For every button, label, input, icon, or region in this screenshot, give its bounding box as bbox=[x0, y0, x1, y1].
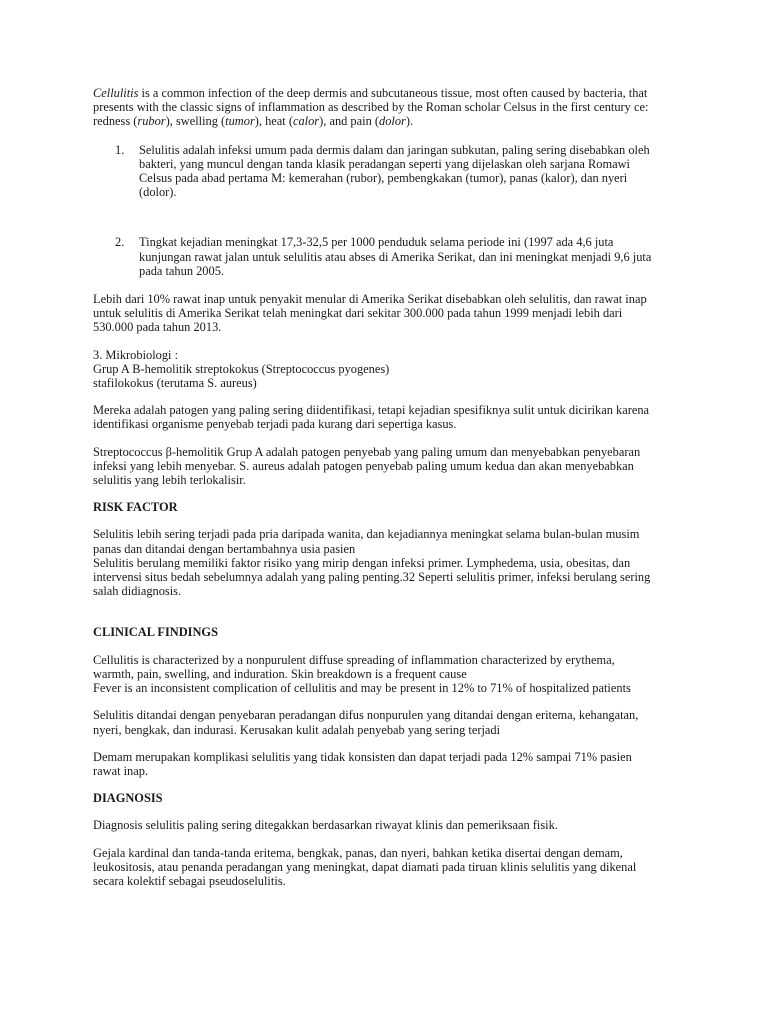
paragraph-line: Gejala kardinal dan tanda-tanda eritema, bengkak, panas, dan nyeri, bahkan ketika disertai dengan demam, bbox=[93, 845, 623, 860]
intro-term: Cellulitis bbox=[93, 86, 139, 100]
list-number: 2. bbox=[115, 235, 125, 250]
paragraph-line: rawat inap. bbox=[93, 763, 149, 778]
paragraph-line: Streptococcus β-hemolitik Grup A adalah patogen penyebab yang paling umum dan menyebabkan penyebaran bbox=[93, 444, 641, 459]
intro-dolor: dolor bbox=[379, 114, 406, 129]
diagnosis-paragraph-1 bbox=[93, 818, 683, 832]
risk-factor-heading: RISK FACTOR bbox=[93, 500, 178, 515]
list-line: Selulitis adalah infeksi umum pada dermis dalam dan jaringan subkutan, paling sering disebabkan oleh bbox=[139, 142, 650, 157]
list-line: (dolor). bbox=[139, 185, 177, 200]
diagnosis-paragraph-2 bbox=[93, 846, 683, 889]
intro-tumor: tumor bbox=[225, 114, 255, 129]
intro-seg-d: ), and pain ( bbox=[319, 114, 379, 129]
list-line: bakteri, yang muncul dengan tanda klasik peradangan seperti yang dijelaskan oleh sarjana Romawi bbox=[139, 156, 630, 171]
intro-seg-c: ), heat ( bbox=[254, 114, 293, 129]
paragraph-line: selulitis yang lebih terlokalisir. bbox=[93, 473, 246, 488]
clinical-english-paragraph bbox=[93, 653, 683, 696]
paragraph-line: warmth, pain, swelling, and induration. Skin breakdown is a frequent cause bbox=[93, 666, 467, 681]
paragraph-line: Grup A B-hemolitik streptokokus (Streptococcus pyogenes) bbox=[93, 361, 390, 376]
paragraph-line: secara kolektif sebagai pseudoselulitis. bbox=[93, 873, 286, 888]
paragraph-line: untuk selulitis di Amerika Serikat telah meningkat dari sekitar 300.000 pada tahun 1999 menjadi lebih dari bbox=[93, 306, 623, 321]
paragraph-line: Mereka adalah patogen yang paling sering diidentifikasi, tetapi kejadian spesifiknya sulit untuk dicirikan karena bbox=[93, 403, 650, 418]
paragraph-line: Selulitis lebih sering terjadi pada pria daripada wanita, dan kejadiannya meningkat selama bulan-bulan musim bbox=[93, 527, 640, 542]
paragraph-line: salah didiagnosis. bbox=[93, 584, 182, 599]
paragraph-line: 3. Mikrobiologi : bbox=[93, 347, 179, 362]
intro-seg-a: redness ( bbox=[93, 114, 138, 129]
list-item bbox=[93, 143, 683, 200]
numbered-list bbox=[93, 143, 683, 278]
paragraph-line: Lebih dari 10% rawat inap untuk penyakit menular di Amerika Serikat disebabkan oleh selulitis, dan rawat inap bbox=[93, 292, 647, 307]
intro-text-1: is a common infection of the deep dermis and subcutaneous tissue, most often caused by bacteria, that bbox=[138, 86, 648, 100]
intro-calor: calor bbox=[292, 114, 320, 129]
list-line: Tingkat kejadian meningkat 17,3-32,5 per 1000 penduduk selama periode ini (1997 ada 4,6 juta bbox=[139, 235, 614, 250]
intro-seg-b: ), swelling ( bbox=[165, 114, 226, 129]
fever-paragraph bbox=[93, 750, 683, 778]
paragraph-line: leukositosis, atau penanda peradangan yang meningkat, dapat diamati pada tiruan klinis selulitis yang dikenal bbox=[93, 859, 637, 874]
intro-line-2: presents with the classic signs of inflammation as described by the Roman scholar Celsus in the first century ce: bbox=[93, 100, 649, 115]
paragraph-line: identifikasi organisme penyebab terjadi pada kurang dari sepertiga kasus. bbox=[93, 417, 457, 432]
intro-rubor: rubor bbox=[137, 114, 166, 129]
intro-line-3 bbox=[93, 114, 683, 128]
paragraph-line: Selulitis ditandai dengan penyebaran peradangan difus nonpurulen yang ditandai dengan eritema, kehangatan, bbox=[93, 708, 639, 723]
hospitalization-paragraph bbox=[93, 292, 683, 335]
intro-seg-e: ). bbox=[405, 114, 414, 129]
list-line: Celsus pada abad pertama M: kemerahan (rubor), pembengkakan (tumor), panas (kalor), dan nyeri bbox=[139, 171, 628, 186]
clinical-findings-heading: CLINICAL FINDINGS bbox=[93, 625, 218, 640]
paragraph-line: Diagnosis selulitis paling sering ditegakkan berdasarkan riwayat klinis dan pemeriksaan fisik. bbox=[93, 818, 558, 833]
paragraph-line: 530.000 pada tahun 2013. bbox=[93, 320, 222, 335]
list-number: 1. bbox=[115, 142, 125, 157]
paragraph-line: Selulitis berulang memiliki faktor risiko yang mirip dengan infeksi primer. Lymphedema, usia, obesitas, dan bbox=[93, 555, 631, 570]
clinical-indonesian-paragraph bbox=[93, 708, 683, 736]
document-page bbox=[93, 86, 683, 901]
paragraph-line: stafilokokus (terutama S. aureus) bbox=[93, 376, 257, 391]
list-line: kunjungan rawat jalan untuk selulitis atau abses di Amerika Serikat, dan ini meningkat menjadi 9,6 juta bbox=[139, 249, 652, 264]
pathogens-paragraph bbox=[93, 403, 683, 431]
paragraph-line: nyeri, bengkak, dan indurasi. Kerusakan kulit adalah penyebab yang sering terjadi bbox=[93, 722, 501, 737]
intro-paragraph bbox=[93, 86, 683, 129]
list-item bbox=[93, 235, 683, 278]
list-line: pada tahun 2005. bbox=[139, 263, 224, 278]
paragraph-line: panas dan ditandai dengan bertambahnya usia pasien bbox=[93, 541, 356, 556]
risk-factor-paragraph bbox=[93, 527, 683, 598]
paragraph-line: Demam merupakan komplikasi selulitis yang tidak konsisten dan dapat terjadi pada 12% sampai 71% pasien bbox=[93, 749, 632, 764]
paragraph-line: infeksi yang lebih menyebar. S. aureus adalah patogen penyebab paling umum kedua dan akan menyebabkan bbox=[93, 458, 634, 473]
diagnosis-heading: DIAGNOSIS bbox=[93, 791, 163, 806]
streptococcus-paragraph bbox=[93, 445, 683, 488]
paragraph-line: Fever is an inconsistent complication of cellulitis and may be present in 12% to 71% of hospitalized patients bbox=[93, 681, 631, 696]
paragraph-line: intervensi situs bedah sebelumnya adalah yang paling penting.32 Seperti selulitis primer, infeksi berulang sering bbox=[93, 570, 651, 585]
intro-line-1 bbox=[93, 86, 683, 100]
microbiology-paragraph bbox=[93, 348, 683, 391]
paragraph-line: Cellulitis is characterized by a nonpurulent diffuse spreading of inflammation characterized by erythema, bbox=[93, 652, 615, 667]
